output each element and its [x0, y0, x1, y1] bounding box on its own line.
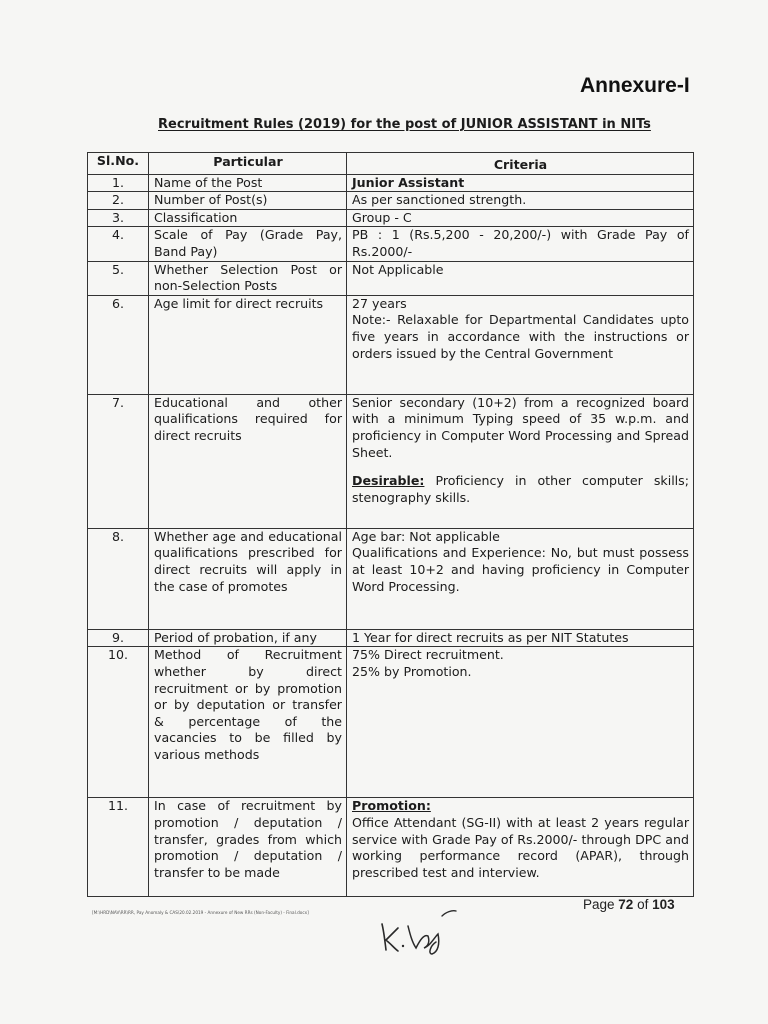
page-total: 103 [652, 897, 675, 912]
row-particular: Educational and other qualifications required for direct recruits [149, 394, 347, 528]
criteria-note: Qualifications and Experience: No, but must possess at least 10+2 and having proficiency in Computer Word Processing. [352, 545, 689, 594]
header-particular: Particular [149, 153, 347, 175]
page-number [583, 897, 675, 912]
row-sl-no: 1. [88, 174, 149, 192]
table-row [88, 261, 694, 295]
recruitment-rules-table [87, 152, 694, 897]
row-criteria [347, 798, 694, 897]
table-row [88, 174, 694, 192]
criteria-main: 27 years [352, 295, 407, 311]
criteria-main: Promotion: [352, 798, 431, 814]
table-header-row [88, 153, 694, 175]
row-particular: Scale of Pay (Grade Pay, Band Pay) [149, 227, 347, 261]
table-row [88, 209, 694, 227]
row-criteria: Group - C [347, 209, 694, 227]
row-sl-no: 7. [88, 394, 149, 528]
table-row [88, 227, 694, 261]
file-path-footer: [M:\HRD\NAV\RR\RR, Pay Anomaly & CAS\20.02.2019 - Annexure of New RRs (Non-Faculty) - Final.docx] [92, 910, 309, 915]
criteria-main: 75% Direct recruitment. [352, 647, 504, 663]
row-sl-no: 11. [88, 798, 149, 897]
annexure-label: Annexure-I [580, 74, 690, 97]
row-sl-no: 4. [88, 227, 149, 261]
row-criteria [347, 295, 694, 394]
page-current: 72 [618, 897, 634, 912]
criteria-note: 25% by Promotion. [352, 663, 472, 679]
row-sl-no: 5. [88, 261, 149, 295]
header-sl-no: Sl.No. [88, 153, 149, 175]
row-criteria: 1 Year for direct recruits as per NIT Statutes [347, 629, 694, 647]
row-sl-no: 2. [88, 192, 149, 210]
criteria-desirable [352, 473, 689, 506]
page-mid: of [633, 897, 653, 912]
desirable-label: Desirable: [352, 473, 425, 489]
row-particular: Classification [149, 209, 347, 227]
table-row [88, 192, 694, 210]
row-particular: In case of recruitment by promotion / deputation / transfer, grades from which promotion / deputation / transfer to be made [149, 798, 347, 897]
table-row [88, 394, 694, 528]
criteria-main: Age bar: Not applicable [352, 528, 500, 544]
row-criteria: Not Applicable [347, 261, 694, 295]
row-criteria [347, 528, 694, 629]
row-particular: Method of Recruitment whether by direct recruitment or by promotion or by deputation or transfer & percentage of the vacancies to be filled by various methods [149, 647, 347, 798]
document-title: Recruitment Rules (2019) for the post of JUNIOR ASSISTANT in NITs [158, 117, 651, 132]
row-particular: Number of Post(s) [149, 192, 347, 210]
row-criteria: As per sanctioned strength. [347, 192, 694, 210]
header-criteria: Criteria [347, 153, 694, 175]
row-particular: Period of probation, if any [149, 629, 347, 647]
signature-image [372, 896, 462, 956]
table-row [88, 629, 694, 647]
table-row [88, 647, 694, 798]
row-particular: Age limit for direct recruits [149, 295, 347, 394]
row-particular: Name of the Post [149, 174, 347, 192]
row-criteria [347, 647, 694, 798]
row-sl-no: 3. [88, 209, 149, 227]
criteria-main: Senior secondary (10+2) from a recognized board with a minimum Typing speed of 35 w.p.m. and proficiency in Computer Word Processing and Spread Sheet. [352, 394, 689, 460]
row-particular: Whether age and educational qualifications prescribed for direct recruits will apply in the case of promotes [149, 528, 347, 629]
table-row [88, 528, 694, 629]
page-prefix: Page [583, 897, 619, 912]
row-particular: Whether Selection Post or non-Selection Posts [149, 261, 347, 295]
table-row [88, 295, 694, 394]
criteria-note: Note:- Relaxable for Departmental Candidates upto five years in accordance with the instructions or orders issued by the Central Government [352, 312, 689, 361]
table-row [88, 798, 694, 897]
criteria-note: Office Attendant (SG-II) with at least 2 years regular service with Grade Pay of Rs.2000/- through DPC and working performance record (APAR), through prescribed test and interview. [352, 814, 689, 880]
row-sl-no: 9. [88, 629, 149, 647]
row-criteria: PB : 1 (Rs.5,200 - 20,200/-) with Grade Pay of Rs.2000/- [347, 227, 694, 261]
row-sl-no: 6. [88, 295, 149, 394]
desirable-text: Proficiency in other computer skills; stenography skills. [352, 473, 689, 505]
row-criteria [347, 394, 694, 528]
row-criteria: Junior Assistant [347, 174, 694, 192]
row-sl-no: 10. [88, 647, 149, 798]
row-sl-no: 8. [88, 528, 149, 629]
